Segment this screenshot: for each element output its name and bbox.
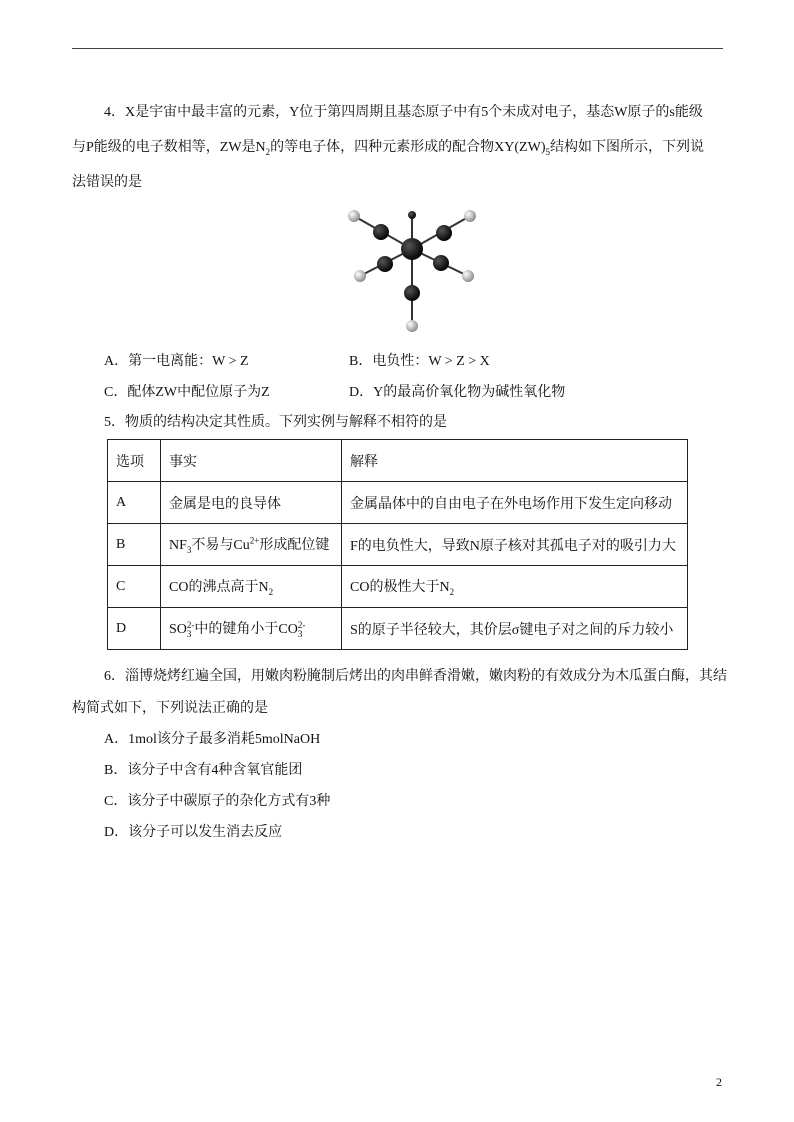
z-atom-upper-right <box>436 225 452 241</box>
q6-line2: 构简式如下，下列说法正确的是 <box>72 701 268 716</box>
z-atom-lower-right <box>433 255 449 271</box>
row-a-option: A <box>108 482 161 524</box>
row-a-fact: 金属是电的良导体 <box>161 482 342 524</box>
header-explanation: 解释 <box>342 440 688 482</box>
q4-option-b: B．电负性：W > Z > X <box>349 354 490 369</box>
row-b-fact: $NF_3$不易与$Cu^{2+}$形成配位键 <box>161 524 342 566</box>
q6-option-b: B．该分子中含有4种含氧官能团 <box>104 763 303 778</box>
row-c-fact: CO的沸点高于$N_2$ <box>161 566 342 608</box>
row-b-option: B <box>108 524 161 566</box>
complex-structure-figure <box>340 203 480 338</box>
table-row <box>108 524 688 566</box>
row-c-option: C <box>108 566 161 608</box>
table-row <box>108 482 688 524</box>
q6-option-d: D．该分子可以发生消去反应 <box>104 825 283 840</box>
q4-line1: 4．X是宇宙中最丰富的元素，Y位于第四周期且基态原子中有5个未成对电子，基态W原子的s能级 <box>104 105 703 120</box>
row-b-explanation: F的电负性大，导致N原子核对其孤电子对的吸引力大 <box>342 524 688 566</box>
x-atom-top <box>408 211 416 219</box>
header-rule <box>72 48 723 49</box>
table-row <box>108 608 688 650</box>
q5-table <box>107 439 688 650</box>
row-d-option: D <box>108 608 161 650</box>
row-d-explanation: S的原子半径较大，其价层σ键电子对之间的斥力较小 <box>342 608 688 650</box>
q4-option-d: D．Y的最高价氧化物为碱性氧化物 <box>349 385 566 400</box>
w-atom-upper-left <box>348 210 360 222</box>
w-atom-lower-left <box>354 270 366 282</box>
q6-option-c: C．该分子中碳原子的杂化方式有3种 <box>104 794 331 809</box>
z-atom-bottom <box>404 285 420 301</box>
q5-stem: 5．物质的结构决定其性质。下列实例与解释不相符的是 <box>104 415 447 430</box>
page-number: 2 <box>716 1075 722 1089</box>
row-d-fact: SO 2- 3 中的键角小于CO 2- 3 <box>161 608 342 650</box>
row-c-explanation: CO的极性大于$N_2$ <box>342 566 688 608</box>
w-atom-upper-right <box>464 210 476 222</box>
row-a-explanation: 金属晶体中的自由电子在外电场作用下发生定向移动 <box>342 482 688 524</box>
z-atom-upper-left <box>373 224 389 240</box>
table-row <box>108 566 688 608</box>
q4-option-a: A．第一电离能：W > Z <box>104 354 249 369</box>
z-atom-lower-left <box>377 256 393 272</box>
q6-line1: 6．淄博烧烤红遍全国，用嫩肉粉腌制后烤出的肉串鲜香滑嫩，嫩肉粉的有效成分为木瓜蛋白酶，其结 <box>104 669 727 684</box>
w-atom-lower-right <box>462 270 474 282</box>
header-option: 选项 <box>108 440 161 482</box>
table-header-row <box>108 440 688 482</box>
w-atom-bottom <box>406 320 418 332</box>
q4-line2: 与P能级的电子数相等，ZW是$N_2$的等电子体，四种元素形成的配合物$XY(ZW)_5$结构如下图所示，下列说 <box>72 140 704 157</box>
y-central-atom <box>401 238 423 260</box>
q4-line3: 法错误的是 <box>72 175 142 190</box>
q4-option-c: C．配体ZW中配位原子为Z <box>104 385 270 400</box>
q6-option-a: A．1mol该分子最多消耗5molNaOH <box>104 732 321 747</box>
header-fact: 事实 <box>161 440 342 482</box>
